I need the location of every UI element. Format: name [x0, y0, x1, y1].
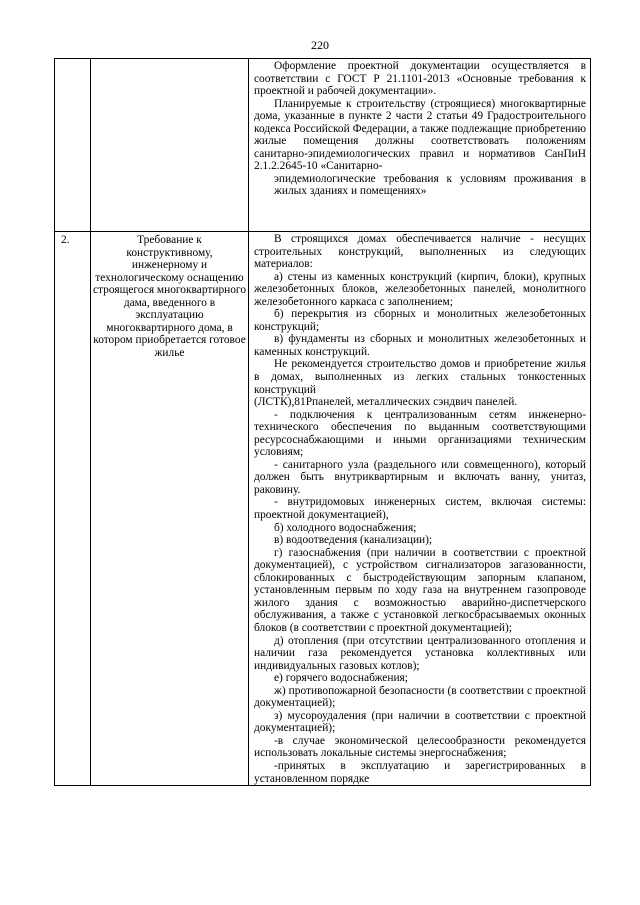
- paragraph: В строящихся домах обеспечивается наличие - несущих строительных конструкций, выполненных из следующих материалов:: [254, 233, 586, 271]
- paragraph: Планируемые к строительству (строящиеся) многоквартирные дома, указанные в пункте 2 части 2 статьи 49 Градостроительного кодекса Российской Федерации, а также подлежащие приобретению жилые помещения должны соответствовать положениям санитарно-эпидемиологических правил и нормативов СанПиН 2.1.2.2645-10 «Санитарно-: [254, 97, 586, 173]
- paragraph: -принятых в эксплуатацию и зарегистрированных в установленном порядке: [254, 759, 586, 785]
- requirement-description: [249, 59, 591, 232]
- row-number: [55, 59, 91, 232]
- requirement-description: [249, 232, 591, 786]
- paragraph: д) отопления (при отсутствии централизованного отопления и наличии газа рекомендуется установка коллективных или индивидуальных газовых котлов);: [254, 634, 586, 672]
- paragraph: Не рекомендуется строительство домов и приобретение жилья в домах, выполненных из легких стальных тонкостенных конструкций: [254, 358, 586, 396]
- table-row: [55, 232, 591, 786]
- paragraph: - подключения к централизованным сетям инженерно-технического обеспечения по выданным соответствующими ресурсоснабжающими и иными организациями техническим условиям;: [254, 408, 586, 459]
- paragraph: -в случае экономической целесообразности рекомендуется использовать локальные системы энергоснабжения;: [254, 734, 586, 760]
- row-number: 2.: [55, 232, 91, 786]
- paragraph: - внутридомовых инженерных систем, включая системы: проектной документацией),: [254, 496, 586, 522]
- paragraph: - санитарного узла (раздельного или совмещенного), который должен быть внутриквартирным и включать ванну, унитаз, раковину.: [254, 458, 586, 496]
- paragraph: в) водоотведения (канализации);: [274, 534, 433, 547]
- paragraph: Оформление проектной документации осуществляется в соответствии с ГОСТ Р 21.1101-2013 «Основные требования к проектной и рабочей документации».: [254, 60, 586, 98]
- paragraph: з) мусороудаления (при наличии в соответствии с проектной документацией);: [254, 709, 586, 735]
- paragraph: б) холодного водоснабжения;: [274, 521, 417, 534]
- requirement-name: Требование к конструктивному, инженерному и технологическому оснащению строящегося многоквартирного дама, введенного в эксплуатацию многоквартирного дома, в котором приобретается готовое жилье: [91, 232, 249, 786]
- paragraph: г) газоснабжения (при наличии в соответствии с проектной документацией), с устройством сигнализаторов загазованности, сблокированных с быстродействующим запорным клапаном, установленным первым по ходу газа на внутреннем газопроводе жилого здания с возможностью аварийно-диспетчерского обслуживания, а также с установкой легкосбрасываемых оконных блоков (в соответствии с проектной документацией);: [254, 546, 586, 634]
- requirements-table: [54, 58, 591, 786]
- table-row: [55, 59, 591, 232]
- paragraph: эпидемиологические требования к условиям проживания в жилых зданиях и помещениях»: [274, 172, 586, 198]
- paragraph: (ЛСТК),81Рпанелей, металлических сэндвич панелей.: [254, 396, 518, 409]
- paragraph: в) фундаменты из сборных и монолитных железобетонных и каменных конструкций.: [254, 333, 586, 358]
- page-number: 220: [311, 38, 329, 52]
- paragraph: ж) противопожарной безопасности (в соответствии с проектной документацией);: [254, 684, 586, 710]
- paragraph: а) стены из каменных конструкций (кирпич, блоки), крупных железобетонных блоков, железобетонных панелей, монолитного железобетонного каркаса с заполнением;: [254, 270, 586, 308]
- requirement-name: [91, 59, 249, 232]
- paragraph: е) горячего водоснабжения;: [274, 672, 408, 685]
- paragraph: б) перекрытия из сборных и монолитных железобетонных конструкций;: [254, 308, 586, 333]
